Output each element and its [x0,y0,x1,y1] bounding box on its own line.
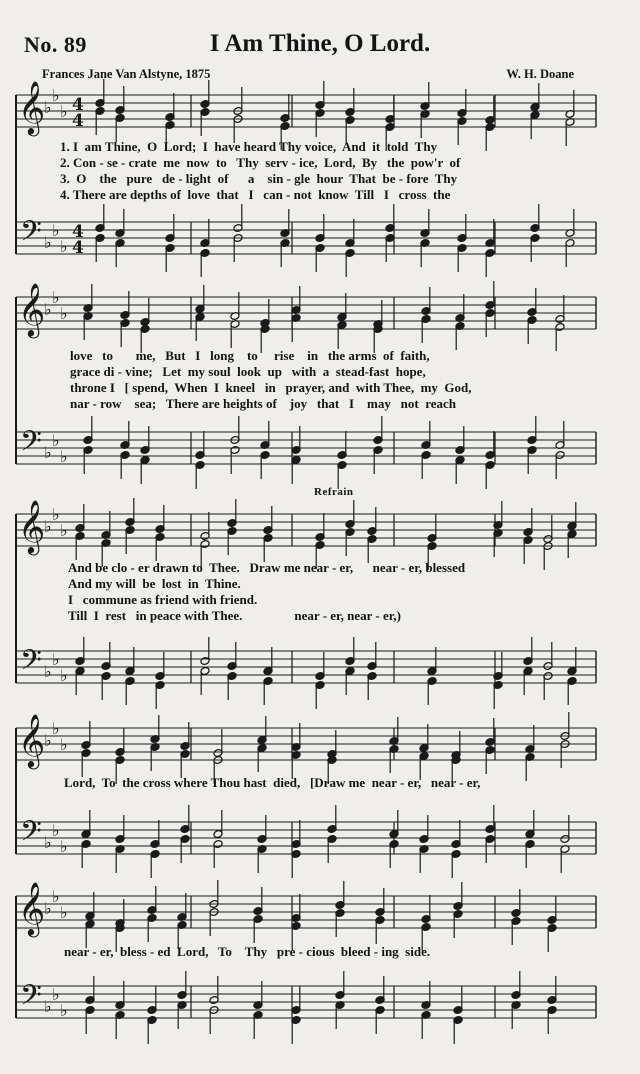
lyric-line: I commune as friend with friend. [68,592,258,607]
treble-clef: 𝄞 [18,282,46,336]
lyric-line: nar - row sea; There are heights of joy that I may not reach [70,396,457,411]
lyric-line: Till I rest in peace with Thee. near - er, near - er,) [68,608,401,623]
flat-sign: ♭ [52,288,60,307]
author-credit: Frances Jane Van Alstyne, 1875 [42,67,211,81]
treble-clef: 𝄞 [18,881,46,935]
flat-sign: ♭ [44,997,52,1016]
composer-credit: W. H. Doane [506,67,574,81]
flat-sign: ♭ [60,237,68,256]
lyric-line: And my will be lost in Thine. [68,576,241,591]
lyric-line: Lord, To the cross where Thou hast died, [Draw me near - er, near - er, [64,775,481,790]
flat-sign: ♭ [44,517,52,536]
flat-sign: ♭ [44,233,52,252]
lyric-line: And be clo - er drawn to Thee. Draw me near - er, near - er, blessed [68,560,466,575]
treble-clef: 𝄞 [18,713,46,767]
refrain-label: Refrain [314,486,354,498]
bass-clef: 𝄢 [20,815,42,855]
flat-sign: ♭ [60,1001,68,1020]
lyric-line: throne I [ spend, When I kneel in prayer, and with Thee, my God, [70,380,472,395]
bass-clef: 𝄢 [20,215,42,255]
flat-sign: ♭ [60,447,68,466]
lyric-line: 3. O the pure de - light of a sin - gle hour That be - fore Thy [60,171,458,186]
treble-clef: 𝄞 [18,499,46,553]
bass-clef: 𝄢 [20,979,42,1019]
lyric-line: 2. Con - se - crate me now to Thy serv - ice, Lord, By the pow'r of [60,155,461,170]
flat-sign: ♭ [52,821,60,840]
hymn-number: No. 89 [24,32,87,57]
flat-sign: ♭ [60,735,68,754]
flat-sign: ♭ [44,899,52,918]
time-signature: 4 [72,238,84,258]
time-signature: 4 [72,95,84,115]
lyric-line: 4. There are depths of love that I can - not know Till I cross the [60,187,451,202]
lyric-line: 1. I am Thine, O Lord; I have heard Thy voice, And it told Thy [60,139,438,154]
flat-sign: ♭ [52,505,60,524]
lyric-line: grace di - vine; Let my soul look up with a stead-fast hope, [70,364,426,379]
flat-sign: ♭ [60,666,68,685]
hymn-title: I Am Thine, O Lord. [209,30,431,57]
flat-sign: ♭ [52,431,60,450]
flat-sign: ♭ [60,903,68,922]
flat-sign: ♭ [60,102,68,121]
flat-sign: ♭ [52,86,60,105]
time-signature: 4 [72,111,84,131]
flat-sign: ♭ [44,662,52,681]
flat-sign: ♭ [44,731,52,750]
bass-clef: 𝄢 [20,425,42,465]
lyric-line: near - er, bless - ed Lord, To Thy pre - cious bleed - ing side. [64,944,431,959]
flat-sign: ♭ [44,300,52,319]
flat-sign: ♭ [60,521,68,540]
flat-sign: ♭ [52,650,60,669]
flat-sign: ♭ [44,833,52,852]
flat-sign: ♭ [52,887,60,906]
flat-sign: ♭ [52,985,60,1004]
flat-sign: ♭ [60,304,68,323]
treble-clef: 𝄞 [18,80,46,134]
flat-sign: ♭ [44,443,52,462]
time-signature: 4 [72,222,84,242]
flat-sign: ♭ [60,837,68,856]
flat-sign: ♭ [44,98,52,117]
bass-clef: 𝄢 [20,644,42,684]
flat-sign: ♭ [52,221,60,240]
lyric-line: love to me, But I long to rise in the arms of faith, [70,348,430,363]
flat-sign: ♭ [52,719,60,738]
